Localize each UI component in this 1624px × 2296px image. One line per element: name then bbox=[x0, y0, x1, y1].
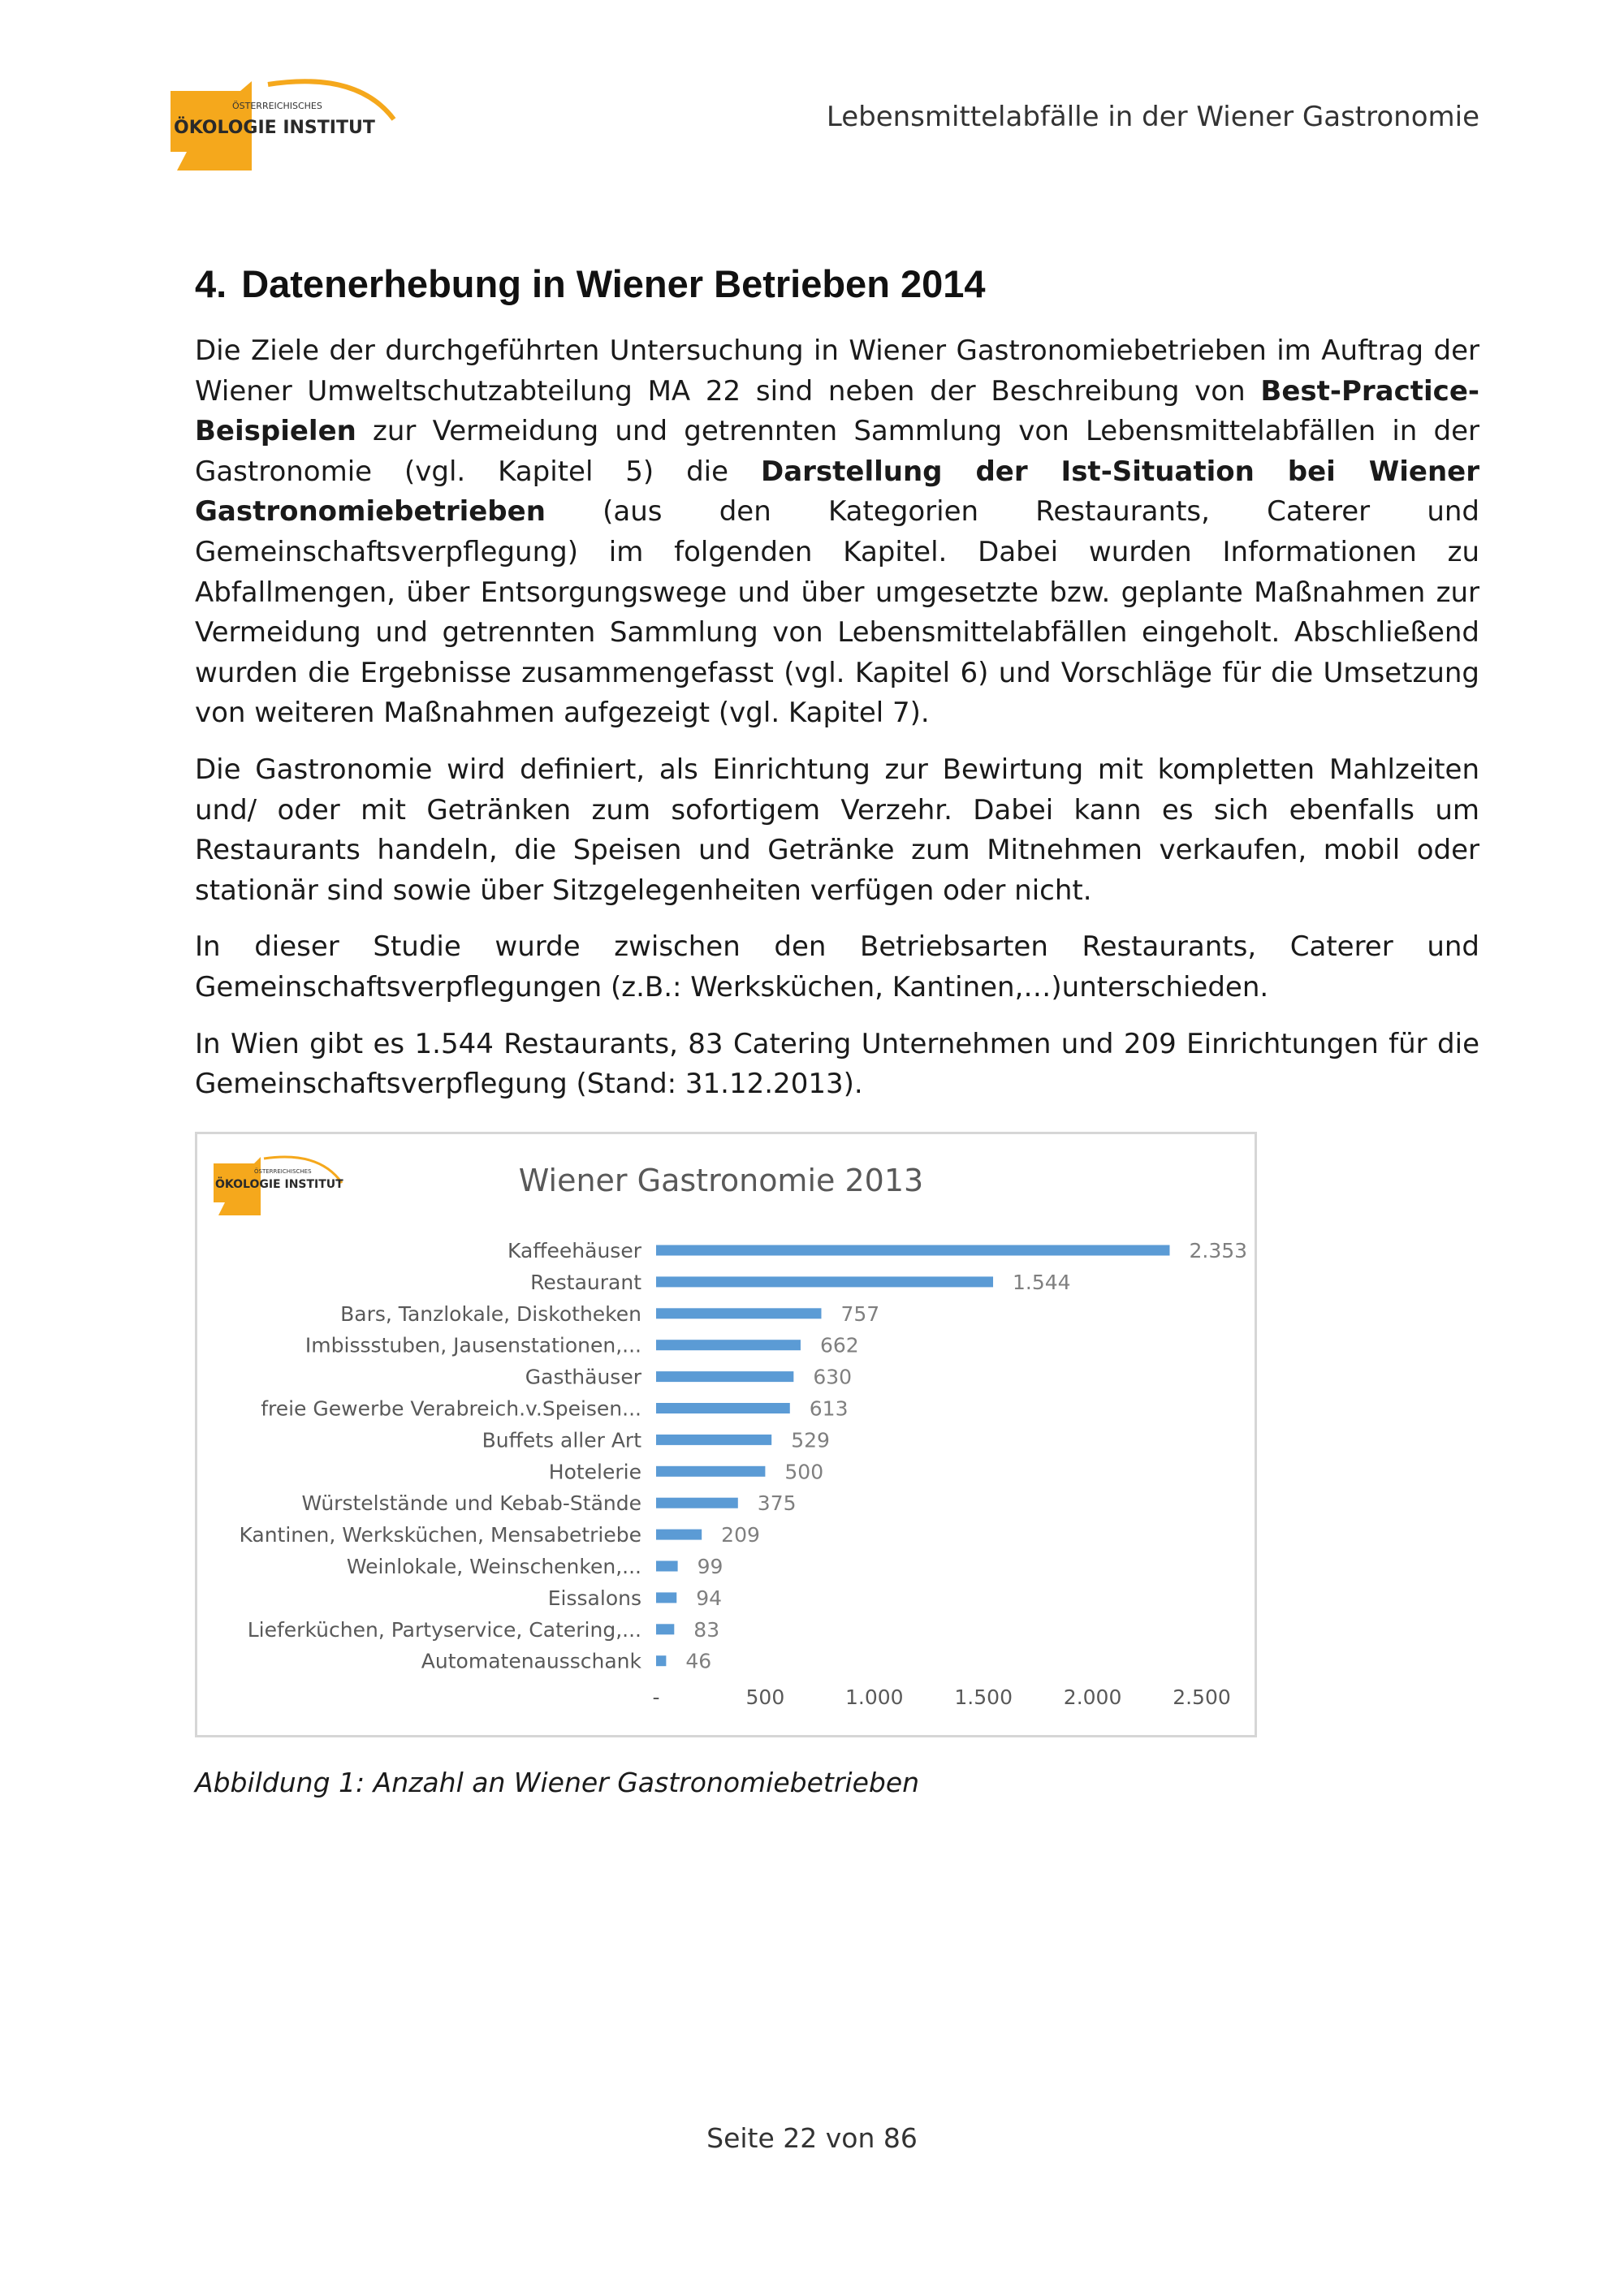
data-label: 209 bbox=[721, 1523, 760, 1547]
section-title: Datenerhebung in Wiener Betrieben 2014 bbox=[241, 262, 986, 305]
data-label: 2.353 bbox=[1189, 1239, 1248, 1262]
body-text bbox=[195, 331, 1479, 1121]
category-label: Weinlokale, Weinschenken,... bbox=[346, 1555, 641, 1578]
x-tick-label: - bbox=[652, 1685, 660, 1709]
data-label: 500 bbox=[784, 1460, 824, 1484]
paragraph-3: In dieser Studie wurde zwischen den Betriebsarten Restaurants, Caterer und Gemeinschaftsverpflegungen (z.B.: Werksküchen, Kantinen,…)unterschieden. bbox=[195, 930, 1479, 1003]
data-label: 662 bbox=[819, 1333, 859, 1357]
category-label: Kaffeehäuser bbox=[508, 1239, 641, 1262]
data-label: 529 bbox=[791, 1428, 830, 1452]
bar bbox=[656, 1624, 674, 1634]
bar bbox=[656, 1498, 738, 1508]
x-tick-label: 1.000 bbox=[845, 1685, 904, 1709]
bar bbox=[656, 1466, 765, 1477]
category-label: Buffets aller Art bbox=[482, 1428, 641, 1452]
paragraph-1 bbox=[195, 331, 1479, 734]
chart-title: Wiener Gastronomie 2013 bbox=[518, 1163, 924, 1198]
data-label: 99 bbox=[697, 1555, 723, 1578]
chart-logo bbox=[214, 1157, 343, 1215]
bar bbox=[656, 1340, 801, 1350]
paragraph-1-text-a: Die Ziele der durchgeführten Untersuchung in Wiener Gastronomiebetrieben im Auftrag der Wiener Umweltschutzabteilung MA 22 sind neben der Beschreibung von bbox=[195, 334, 1479, 408]
bar bbox=[656, 1371, 793, 1382]
category-label: Bars, Tanzlokale, Diskotheken bbox=[340, 1301, 641, 1326]
data-label: 46 bbox=[685, 1649, 712, 1673]
section-heading bbox=[195, 261, 986, 306]
paragraph-1-text-b: zur Vermeidung und getrennten Sammlung von Lebensmittelabfällen in der Gastronomie (vgl. Kapitel 5) die bbox=[195, 415, 1479, 488]
category-label: Eissalons bbox=[547, 1586, 641, 1610]
data-label: 375 bbox=[757, 1491, 797, 1516]
bar-chart bbox=[197, 1134, 1255, 1735]
x-tick-label: 1.500 bbox=[954, 1685, 1013, 1709]
x-tick-label: 500 bbox=[745, 1685, 785, 1709]
chart-figure bbox=[195, 1132, 1257, 1737]
chart-logo-main-text: ÖKOLOGIE INSTITUT bbox=[215, 1178, 343, 1191]
bar bbox=[656, 1245, 1169, 1256]
chart-logo-small-text: ÖSTERREICHISCHES bbox=[254, 1168, 312, 1175]
category-label: Restaurant bbox=[530, 1270, 641, 1294]
category-label: Imbissstuben, Jausenstationen,... bbox=[304, 1333, 641, 1357]
running-head: Lebensmittelabfälle in der Wiener Gastronomie bbox=[826, 101, 1479, 133]
paragraph-1-text-c: (aus den Kategorien Restaurants, Caterer und Gemeinschaftsverpflegung) im folgenden Kapitel. Dabei wurden Informationen zu Abfallmengen, über Entsorgungswege und über umgesetzte bzw. geplante Maßnahmen zur Vermeidung und getrennten Sammlung von Lebensmittelabfällen eingeholt. Abschließend wurden die Ergebnisse zusammengefasst (vgl. Kapitel 6) und Vorschläge für die Umsetzung von weiteren Maßnahmen aufgezeigt (vgl. Kapitel 7). bbox=[195, 495, 1479, 730]
bar bbox=[656, 1592, 676, 1603]
oekologie-institut-logo bbox=[162, 75, 406, 176]
bar bbox=[656, 1276, 993, 1287]
paragraph-4: In Wien gibt es 1.544 Restaurants, 83 Catering Unternehmen und 209 Einrichtungen für die Gemeinschaftsverpflegung (Stand: 31.12.2013). bbox=[195, 1027, 1479, 1101]
paragraph-1-bold-a: Best-Practice-Beispielen bbox=[195, 374, 1479, 448]
category-label: Lieferküchen, Partyservice, Catering,... bbox=[247, 1617, 641, 1642]
data-label: 83 bbox=[693, 1617, 720, 1642]
logo-main-text: ÖKOLOGIE INSTITUT bbox=[174, 118, 375, 138]
figure-caption: Abbildung 1: Anzahl an Wiener Gastronomiebetrieben bbox=[195, 1767, 920, 1798]
category-label: Automatenausschank bbox=[421, 1649, 641, 1673]
data-label: 94 bbox=[696, 1586, 723, 1610]
bar bbox=[656, 1308, 821, 1318]
category-label: Kantinen, Werksküchen, Mensabetriebe bbox=[239, 1523, 641, 1547]
data-label: 630 bbox=[813, 1365, 853, 1389]
data-label: 1.544 bbox=[1013, 1270, 1071, 1294]
category-label: Gasthäuser bbox=[525, 1365, 641, 1389]
category-label: freie Gewerbe Verabreich.v.Speisen... bbox=[261, 1396, 641, 1421]
bar bbox=[656, 1530, 702, 1540]
data-label: 613 bbox=[809, 1396, 849, 1421]
x-tick-label: 2.000 bbox=[1063, 1685, 1122, 1709]
bar bbox=[656, 1561, 678, 1572]
category-label: Hotelerie bbox=[548, 1460, 641, 1484]
category-label: Würstelstände und Kebab-Stände bbox=[301, 1491, 641, 1516]
data-label: 757 bbox=[840, 1301, 880, 1326]
bar bbox=[656, 1435, 771, 1445]
x-tick-label: 2.500 bbox=[1173, 1685, 1231, 1709]
bar bbox=[656, 1403, 790, 1413]
bar bbox=[656, 1655, 666, 1666]
logo-small-text: ÖSTERREICHISCHES bbox=[232, 101, 322, 111]
paragraph-1-bold-b: Darstellung der Ist-Situation bei Wiener Gastronomiebetrieben bbox=[195, 455, 1479, 529]
page-footer: Seite 22 von 86 bbox=[706, 2122, 918, 2154]
paragraph-2: Die Gastronomie wird definiert, als Einrichtung zur Bewirtung mit kompletten Mahlzeiten und/ oder mit Getränken zum sofortigem Verzehr. Dabei kann es sich ebenfalls um Restaurants handeln, die Speisen und Getränke zum Mitnehmen verkaufen, mobil oder stationär sind sowie über Sitzgelegenheiten verfügen oder nicht. bbox=[195, 753, 1479, 907]
section-number: 4. bbox=[195, 262, 227, 305]
